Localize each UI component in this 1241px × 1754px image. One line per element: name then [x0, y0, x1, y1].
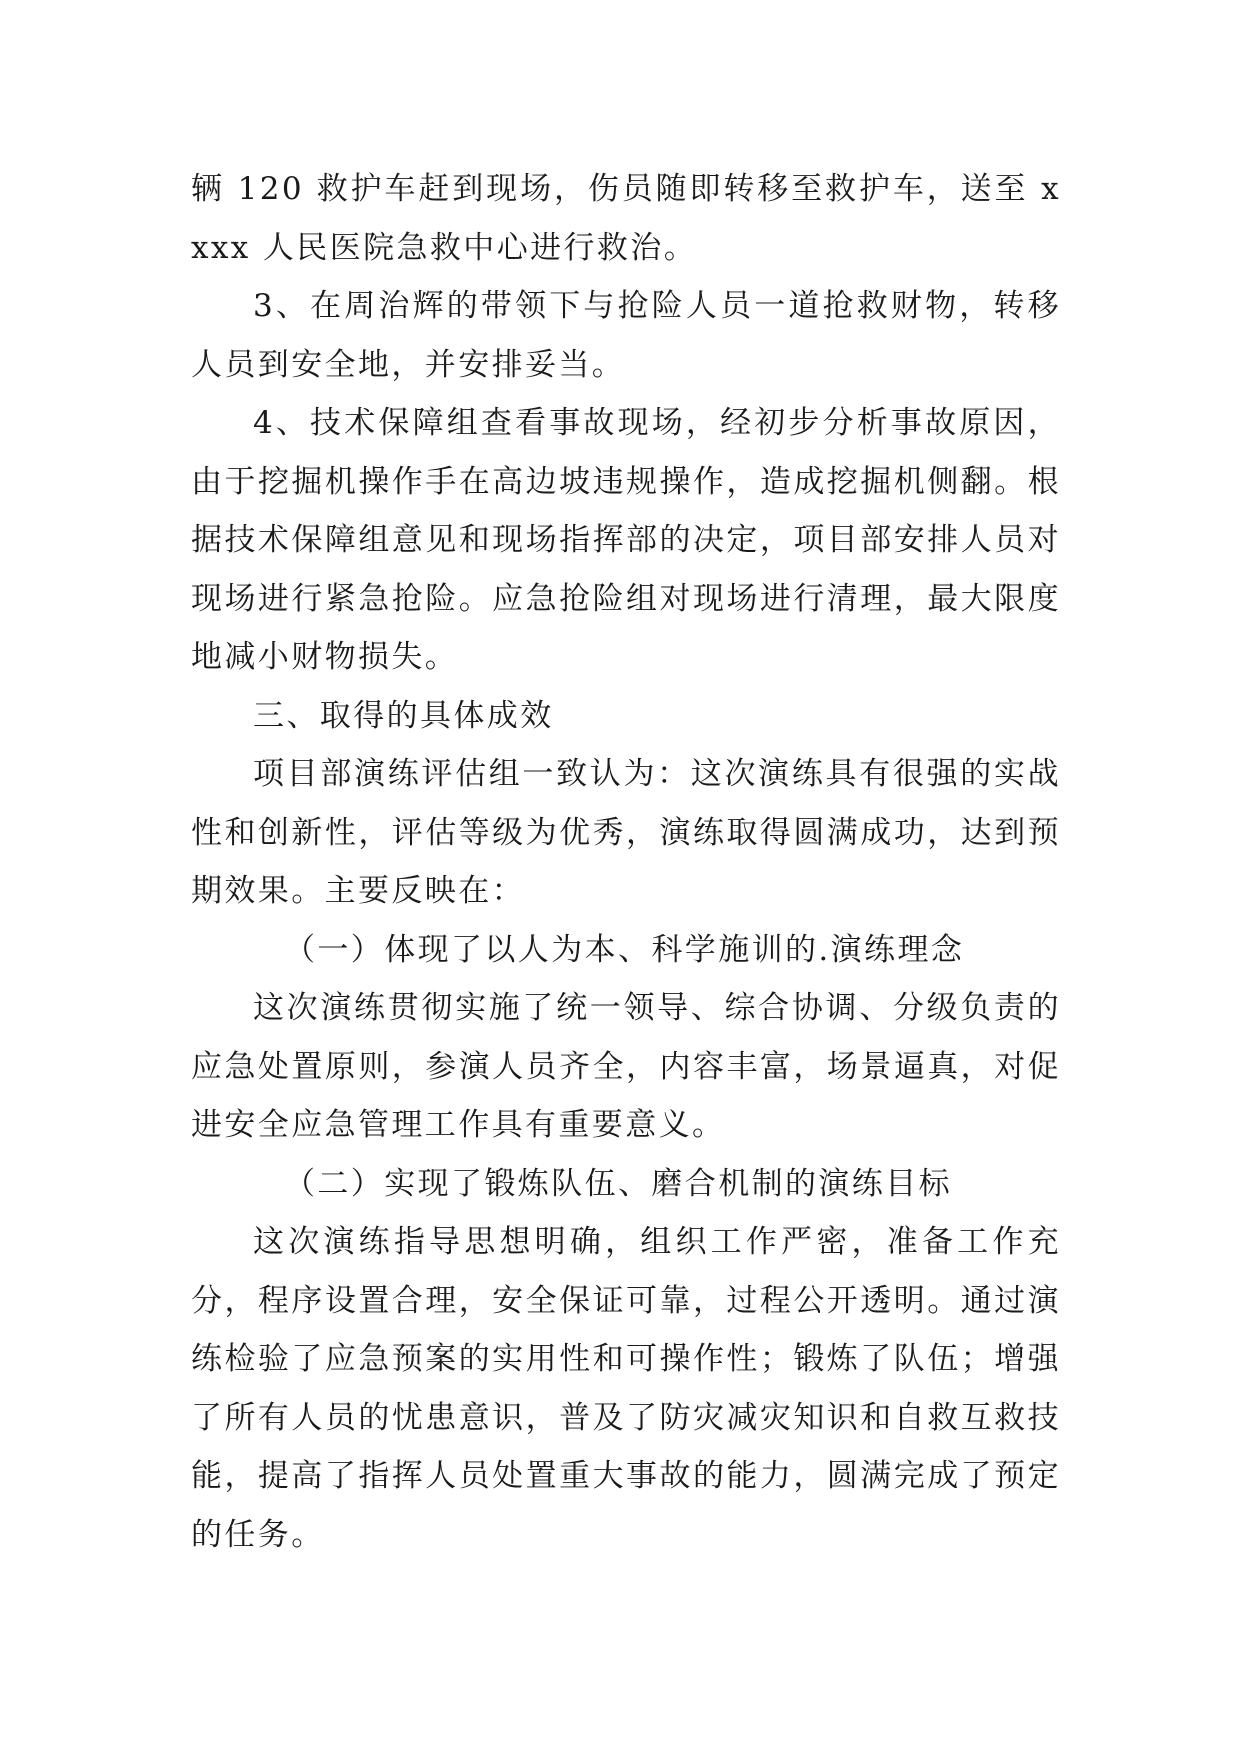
subheading-1: （一）体现了以人为本、科学施训的.演练理念 [284, 931, 965, 968]
paragraph-continuation: 辆 120 救护车赶到现场，伤员随即转移至救护车，送至 xxxx 人民医院急救中心进行救治。 [191, 171, 1061, 266]
subheading-2: （二）实现了锻炼队伍、磨合机制的演练目标 [284, 1165, 952, 1202]
paragraph-item-4: 4、技术保障组查看事故现场，经初步分析事故原因，由于挖掘机操作手在高边坡违规操作，造成挖掘机侧翻。根据技术保障组意见和现场指挥部的决定，项目部安排人员对现场进行紧急抢险。应急抢险组对现场进行清理，最大限度地减小财物损失。 [191, 405, 1061, 675]
paragraph-subheading-1-body: 这次演练贯彻实施了统一领导、综合协调、分级负责的应急处置原则，参演人员齐全，内容丰富，场景逼真，对促进安全应急管理工作具有重要意义。 [191, 990, 1061, 1143]
paragraph-subheading-2-body: 这次演练指导思想明确，组织工作严密，准备工作充分，程序设置合理，安全保证可靠，过程公开透明。通过演练检验了应急预案的实用性和可操作性；锻炼了队伍；增强了所有人员的忧患意识，普及了防灾减灾知识和自救互救技能，提高了指挥人员处置重大事故的能力，圆满完成了预定的任务。 [191, 1224, 1061, 1553]
document-body [191, 160, 1061, 1564]
paragraph-item-3: 3、在周治辉的带领下与抢险人员一道抢救财物，转移人员到安全地，并安排妥当。 [191, 288, 1061, 383]
section-heading-3: 三、取得的具体成效 [253, 697, 554, 734]
paragraph-evaluation: 项目部演练评估组一致认为：这次演练具有很强的实战性和创新性，评估等级为优秀，演练取得圆满成功，达到预期效果。主要反映在： [191, 756, 1061, 909]
